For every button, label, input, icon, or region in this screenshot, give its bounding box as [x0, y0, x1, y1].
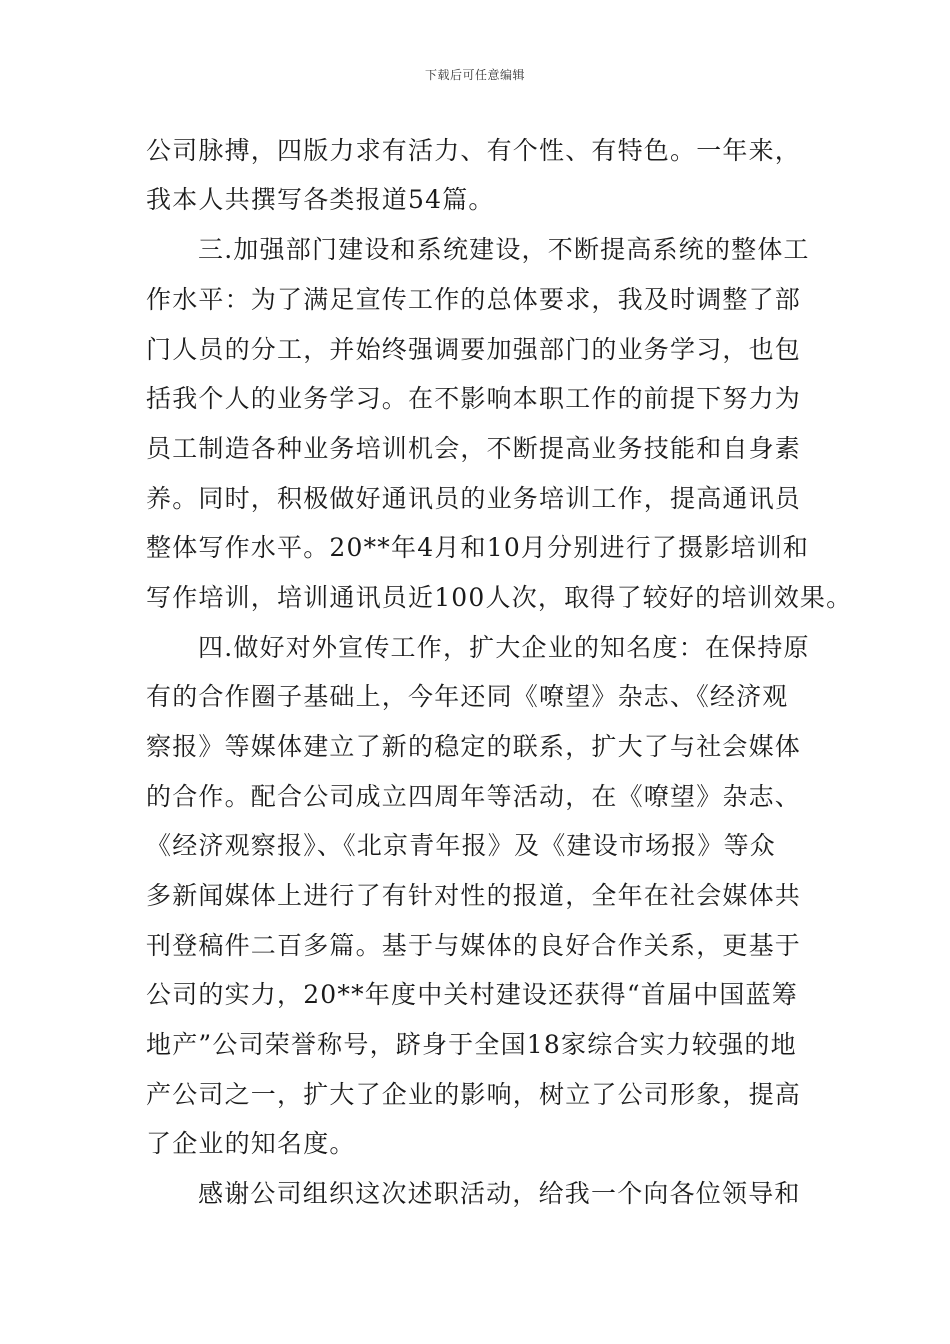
body-line: 的合作。配合公司成立四周年等活动，在《嘹望》杂志、 — [146, 782, 802, 811]
body-line: 员工制造各种业务培训机会，不断提高业务技能和自身素 — [146, 434, 802, 463]
section-heading-3: 三.加强部门建设和系统建设，不断提高系统的整体工 — [198, 235, 810, 264]
body-line: 地产”公司荣誉称号，跻身于全国18家综合实力较强的地 — [146, 1030, 797, 1059]
body-line: 公司的实力，20**年度中关村建设还获得“首届中国蓝筹 — [146, 980, 798, 1009]
body-line: 作水平：为了满足宣传工作的总体要求，我及时调整了部 — [146, 285, 802, 314]
section-heading-4: 四.做好对外宣传工作，扩大企业的知名度：在保持原 — [198, 633, 810, 662]
body-line: 产公司之一，扩大了企业的影响，树立了公司形象，提高 — [146, 1080, 802, 1109]
body-line: 公司脉搏，四版力求有活力、有个性、有特色。一年来， — [146, 136, 802, 165]
closing-paragraph-line: 感谢公司组织这次述职活动，给我一个向各位领导和 — [198, 1179, 801, 1208]
body-line: 写作培训，培训通讯员近100人次，取得了较好的培训效果。 — [146, 583, 853, 612]
body-line: 《经济观察报》、《北京青年报》及《建设市场报》等众 — [146, 831, 777, 860]
body-line: 了企业的知名度。 — [146, 1129, 356, 1158]
body-line: 我本人共撰写各类报道54篇。 — [146, 185, 495, 214]
page-header: 下载后可任意编辑 — [424, 68, 525, 82]
body-line: 察报》等媒体建立了新的稳定的联系，扩大了与社会媒体 — [146, 732, 802, 761]
body-line: 门人员的分工，并始终强调要加强部门的业务学习，也包 — [146, 335, 802, 364]
body-line: 括我个人的业务学习。在不影响本职工作的前提下努力为 — [146, 384, 802, 413]
body-line: 整体写作水平。20**年4月和10月分别进行了摄影培训和 — [146, 533, 810, 562]
body-line: 刊登稿件二百多篇。基于与媒体的良好合作关系，更基于 — [146, 931, 802, 960]
body-line: 有的合作圈子基础上，今年还同《嘹望》杂志、《经济观 — [146, 682, 789, 711]
body-line: 养。同时，积极做好通讯员的业务培训工作，提高通讯员 — [146, 484, 802, 513]
body-line: 多新闻媒体上进行了有针对性的报道，全年在社会媒体共 — [146, 881, 802, 910]
